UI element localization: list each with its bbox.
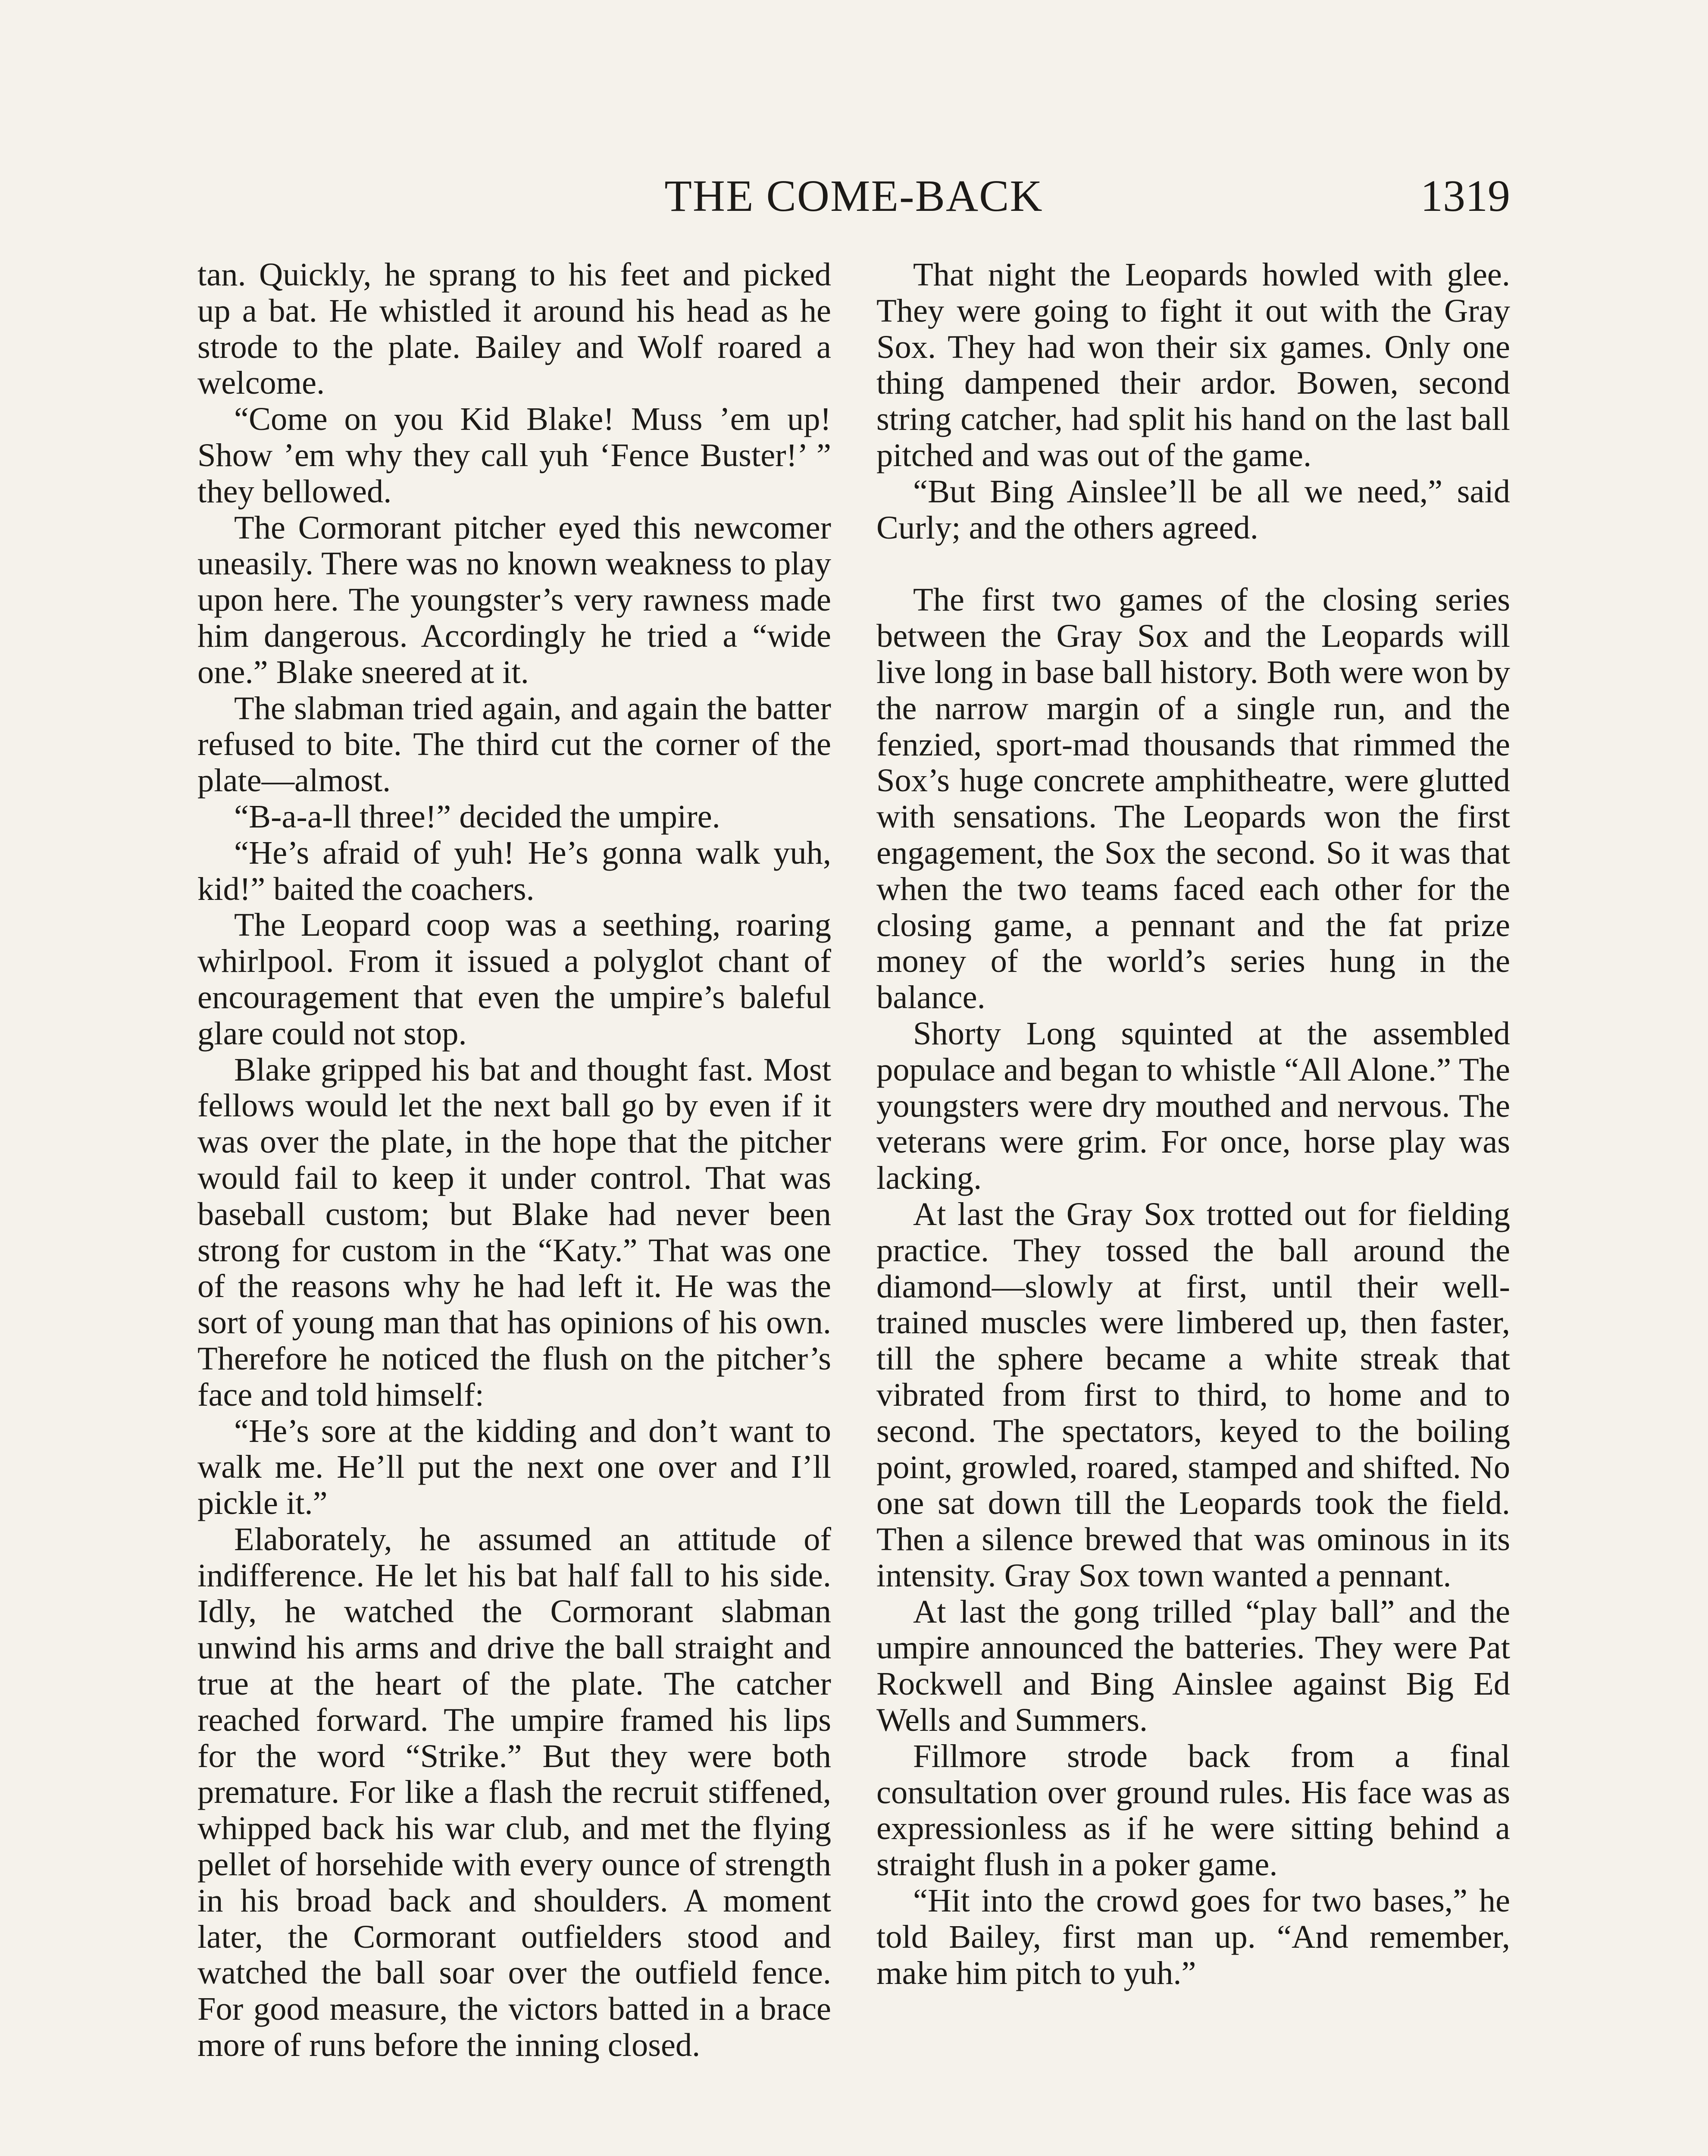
- paragraph: The Cormorant pitcher eyed this newcomer uneasily. There was no known weakness to play upon here. The youngster’s very rawness made him dangerous. Accordingly he tried a “wide one.” Blake sneered at it.: [197, 509, 831, 690]
- paragraph: The Leopard coop was a seething, roaring whirlpool. From it issued a polyglot chant of encouragement that even the umpire’s baleful glare could not stop.: [197, 906, 831, 1052]
- paragraph: “Hit into the crowd goes for two bases,” he told Bailey, first man up. “And remember, make him pitch to yuh.”: [876, 1882, 1510, 1991]
- right-column: [876, 257, 1510, 1991]
- paragraph: “He’s afraid of yuh! He’s gonna walk yuh, kid!” baited the coachers.: [197, 834, 831, 907]
- left-column: [197, 257, 831, 2063]
- paragraph: At last the Gray Sox trotted out for fielding practice. They tossed the ball around the diamond—slowly at first, until their well-trained muscles were limbered up, then faster, till the sphere became a white streak that vibrated from first to third, to home and to second. The spectators, keyed to the boiling point, growled, roared, stamped and shifted. No one sat down till the Leopards took the field. Then a silence brewed that was ominous in its intensity. Gray Sox town wanted a pennant.: [876, 1195, 1510, 1594]
- paragraph: That night the Leopards howled with glee. They were going to fight it out with the Gray Sox. They had won their six games. Only one thing dampened their ardor. Bowen, second string catcher, had split his hand on the last ball pitched and was out of the game.: [876, 256, 1510, 473]
- paragraph: The slabman tried again, and again the batter refused to bite. The third cut the corner of the plate—almost.: [197, 689, 831, 799]
- paragraph: “B-a-a-ll three!” decided the umpire.: [234, 798, 720, 835]
- paragraph: “He’s sore at the kidding and don’t want to walk me. He’ll put the next one over and I’ll pickle it.”: [197, 1412, 831, 1522]
- paragraph: “But Bing Ainslee’ll be all we need,” said Curly; and the others agreed.: [876, 473, 1510, 546]
- page-number: 1319: [1420, 171, 1510, 221]
- running-title: THE COME-BACK: [664, 171, 1043, 221]
- paragraph: Blake gripped his bat and thought fast. Most fellows would let the next ball go by even if it was over the plate, in the hope that the pitcher would fail to keep it under control. That was baseball custom; but Blake had never been strong for custom in the “Katy.” That was one of the reasons why he had left it. He was the sort of young man that has opinions of his own. Therefore he noticed the flush on the pitcher’s face and told himself:: [197, 1051, 831, 1413]
- section-break: [876, 545, 1510, 582]
- page-header: [197, 166, 1510, 226]
- paragraph: Elaborately, he assumed an attitude of indifference. He let his bat half fall to his side. Idly, he watched the Cormorant slabman unwind his arms and drive the ball straight and true at the heart of the plate. The catcher reached forward. The umpire framed his lips for the word “Strike.” But they were both premature. For like a flash the recruit stiffened, whipped back his war club, and met the flying pellet of horsehide with every ounce of strength in his broad back and shoulders. A moment later, the Cormorant outfielders stood and watched the ball soar over the outfield fence. For good measure, the victors batted in a brace more of runs before the inning closed.: [197, 1520, 831, 2064]
- paragraph: “Come on you Kid Blake! Muss ’em up! Show ’em why they call yuh ‘Fence Buster!’ ” they bellowed.: [197, 401, 831, 510]
- paragraph: tan. Quickly, he sprang to his feet and picked up a bat. He whistled it around his head as he strode to the plate. Bailey and Wolf roared a welcome.: [197, 256, 831, 401]
- paragraph: Shorty Long squinted at the assembled populace and began to whistle “All Alone.” The youngsters were dry mouthed and nervous. The veterans were grim. For once, horse play was lacking.: [876, 1015, 1510, 1197]
- paragraph: The first two games of the closing series between the Gray Sox and the Leopards will live long in base ball history. Both were won by the narrow margin of a single run, and the fenzied, sport-mad thousands that rimmed the Sox’s huge concrete amphitheatre, were glutted with sensations. The Leopards won the first engagement, the Sox the second. So it was that when the two teams faced each other for the closing game, a pennant and the fat prize money of the world’s series hung in the balance.: [876, 581, 1510, 1016]
- paragraph: At last the gong trilled “play ball” and the umpire announced the batteries. They were Pat Rockwell and Bing Ainslee against Big Ed Wells and Summers.: [876, 1593, 1510, 1739]
- paragraph: Fillmore strode back from a final consultation over ground rules. His face was as expressionless as if he were sitting behind a straight flush in a poker game.: [876, 1737, 1510, 1883]
